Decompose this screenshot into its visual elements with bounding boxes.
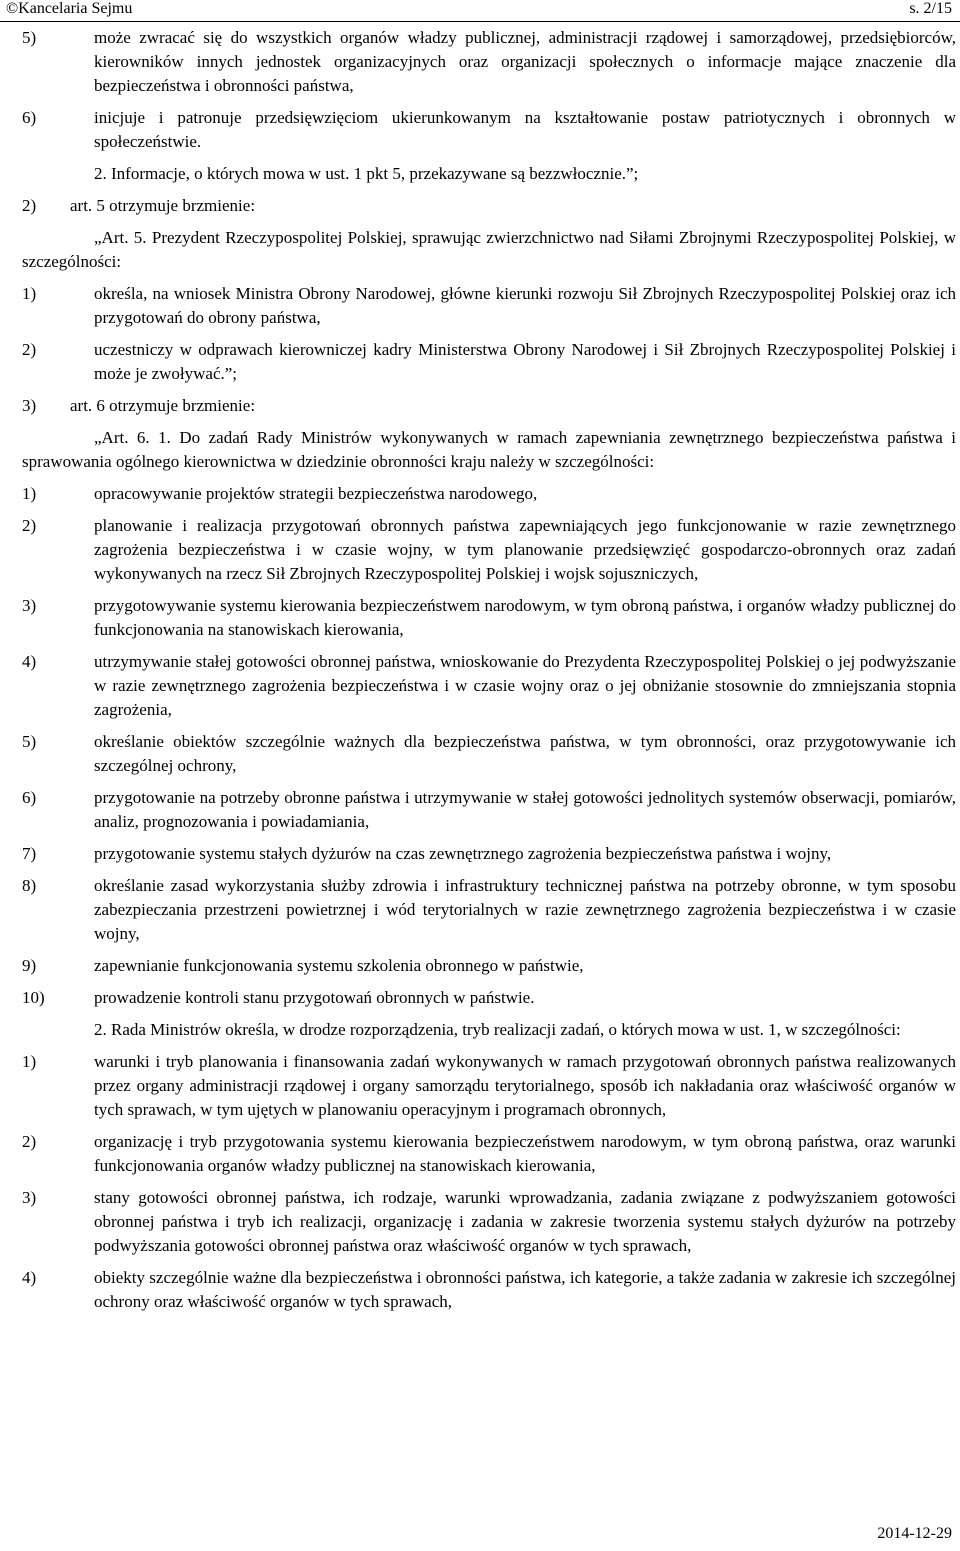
item-text: stany gotowości obronnej państwa, ich rodzaje, warunki wprowadzania, zadania związane z podwyższaniem gotowości obronnej państwa i tryb ich realizacji, organizację i zadania w zakresie tworzenia systemu stałych dyżurów na potrzeby podwyższania gotowości obronnej państwa oraz właściwość organów w tych sprawach,: [94, 1188, 956, 1255]
list-item: [22, 106, 956, 154]
item-text: zapewnianie funkcjonowania systemu szkolenia obronnego w państwie,: [94, 956, 584, 975]
list-item: [22, 986, 956, 1010]
amendment-text: art. 6 otrzymuje brzmienie:: [70, 396, 256, 415]
item-number: 2): [22, 340, 37, 359]
document-date: 2014-12-29: [877, 1525, 952, 1542]
item-number: 7): [22, 844, 37, 863]
list-item: [22, 282, 956, 330]
amendment-number: 2): [22, 196, 37, 215]
list-item: [22, 650, 956, 722]
list-item: [22, 842, 956, 866]
header-source: ©Kancelaria Sejmu: [6, 0, 133, 17]
item-text: inicjuje i patronuje przedsięwzięciom ukierunkowanym na kształtowanie postaw patriotycznych i obronnych w społeczeństwie.: [94, 108, 956, 151]
document-body: [22, 26, 956, 1322]
item-text: organizację i tryb przygotowania systemu kierowania bezpieczeństwem narodowym, w tym obroną państwa, oraz warunki funkcjonowania organów władzy publicznej na stanowiskach kierowania,: [94, 1132, 956, 1175]
item-text: przygotowanie systemu stałych dyżurów na czas zewnętrznego zagrożenia bezpieczeństwa państwa i wojny,: [94, 844, 832, 863]
item-number: 1): [22, 284, 37, 303]
list-item: [22, 786, 956, 834]
item-number: 1): [22, 1052, 37, 1071]
list-item: [22, 1266, 956, 1314]
item-text: przygotowywanie systemu kierowania bezpieczeństwem narodowym, w tym obroną państwa, i organów władzy publicznej do funkcjonowania na stanowiskach kierowania,: [94, 596, 956, 639]
item-text: obiekty szczególnie ważne dla bezpieczeństwa i obronności państwa, ich kategorie, a także zadania w zakresie ich szczególnej ochrony oraz właściwość organów w tych sprawach,: [94, 1268, 956, 1311]
item-text: warunki i tryb planowania i finansowania zadań wykonywanych w ramach przygotowań obronnych państwa realizowanych przez organy administracji rządowej i organy samorządu terytorialnego, sposób ich nakładania oraz właściwość organów w tych sprawach, w tym ujętych w planowaniu operacyjnym i programach obronnych,: [94, 1052, 956, 1119]
list-item: [22, 1186, 956, 1258]
list-item: [22, 954, 956, 978]
item-text: prowadzenie kontroli stanu przygotowań obronnych w państwie.: [94, 988, 535, 1007]
amendment-item: [22, 194, 956, 218]
item-number: 10): [22, 988, 45, 1007]
item-number: 1): [22, 484, 37, 503]
header-rule: [0, 21, 960, 22]
list-item: [22, 730, 956, 778]
item-text: określanie zasad wykorzystania służby zdrowia i infrastruktury technicznej państwa na potrzeby obronne, w tym sposobu zabezpieczania przestrzeni powietrznej i wód terytorialnych w razie zewnętrznego zagrożenia bezpieczeństwa i w czasie wojny,: [94, 876, 956, 943]
item-text: planowanie i realizacja przygotowań obronnych państwa zapewniających jego funkcjonowanie w razie zewnętrznego zagrożenia bezpieczeństwa i w czasie wojny, w tym planowanie przedsięwzięć gospodarczo-obronnych oraz zadań wykonywanych na rzecz Sił Zbrojnych Rzeczypospolitej Polskiej i wojsk sojuszniczych,: [94, 516, 956, 583]
list-item: [22, 482, 956, 506]
list-item: [22, 1130, 956, 1178]
article-6-intro: „Art. 6. 1. Do zadań Rady Ministrów wykonywanych w ramach zapewniania zewnętrznego bezpieczeństwa państwa i sprawowania ogólnego kierownictwa w dziedzinie obronności kraju należy w szczególności:: [22, 428, 956, 471]
item-number: 2): [22, 516, 37, 535]
item-number: 3): [22, 1188, 37, 1207]
page-number: s. 2/15: [909, 0, 952, 17]
item-number: 5): [22, 732, 37, 751]
article-6-section-2: 2. Rada Ministrów określa, w drodze rozporządzenia, tryb realizacji zadań, o których mowa w ust. 1, w szczególności:: [94, 1020, 901, 1039]
item-number: 8): [22, 876, 37, 895]
amendment-number: 3): [22, 396, 37, 415]
item-text: uczestniczy w odprawach kierowniczej kadry Ministerstwa Obrony Narodowej i Sił Zbrojnych Rzeczypospolitej Polskiej i może je zwoływać.”;: [94, 340, 956, 383]
item-number: 6): [22, 788, 37, 807]
amendment-text: art. 5 otrzymuje brzmienie:: [70, 196, 256, 215]
page-header: [0, 0, 960, 21]
item-text: opracowywanie projektów strategii bezpieczeństwa narodowego,: [94, 484, 538, 503]
article-5-intro: „Art. 5. Prezydent Rzeczypospolitej Polskiej, sprawując zwierzchnictwo nad Siłami Zbrojnymi Rzeczypospolitej Polskiej, w szczególności:: [22, 228, 956, 271]
item-number: 9): [22, 956, 37, 975]
list-item: [22, 26, 956, 98]
item-number: 6): [22, 108, 37, 127]
item-text: może zwracać się do wszystkich organów władzy publicznej, administracji rządowej i samorządowej, przedsiębiorców, kierowników innych jednostek organizacyjnych oraz organizacji społecznych o informacje mające znaczenie dla bezpieczeństwa i obronności państwa,: [94, 28, 956, 95]
list-item: [22, 594, 956, 642]
item-text: przygotowanie na potrzeby obronne państwa i utrzymywanie w stałej gotowości jednolitych systemów obserwacji, pomiarów, analiz, prognozowania i powiadamiania,: [94, 788, 956, 831]
list-item: [22, 514, 956, 586]
item-number: 2): [22, 1132, 37, 1151]
amendment-item: [22, 394, 956, 418]
list-item: [22, 1050, 956, 1122]
paragraph: 2. Informacje, o których mowa w ust. 1 pkt 5, przekazywane są bezzwłocznie.”;: [94, 164, 639, 183]
list-item: [22, 338, 956, 386]
item-number: 4): [22, 1268, 37, 1287]
item-number: 4): [22, 652, 37, 671]
item-text: określa, na wniosek Ministra Obrony Narodowej, główne kierunki rozwoju Sił Zbrojnych Rzeczypospolitej Polskiej oraz ich przygotowań do obrony państwa,: [94, 284, 956, 327]
item-text: określanie obiektów szczególnie ważnych dla bezpieczeństwa państwa, w tym obronności, oraz przygotowywanie ich szczególnej ochrony,: [94, 732, 956, 775]
item-text: utrzymywanie stałej gotowości obronnej państwa, wnioskowanie do Prezydenta Rzeczypospolitej Polskiej o jej podwyższanie w razie zewnętrznego zagrożenia bezpieczeństwa i w czasie wojny oraz o jej obniżanie stosownie do zmniejszania stopnia zagrożenia,: [94, 652, 956, 719]
list-item: [22, 874, 956, 946]
item-number: 5): [22, 28, 37, 47]
item-number: 3): [22, 596, 37, 615]
